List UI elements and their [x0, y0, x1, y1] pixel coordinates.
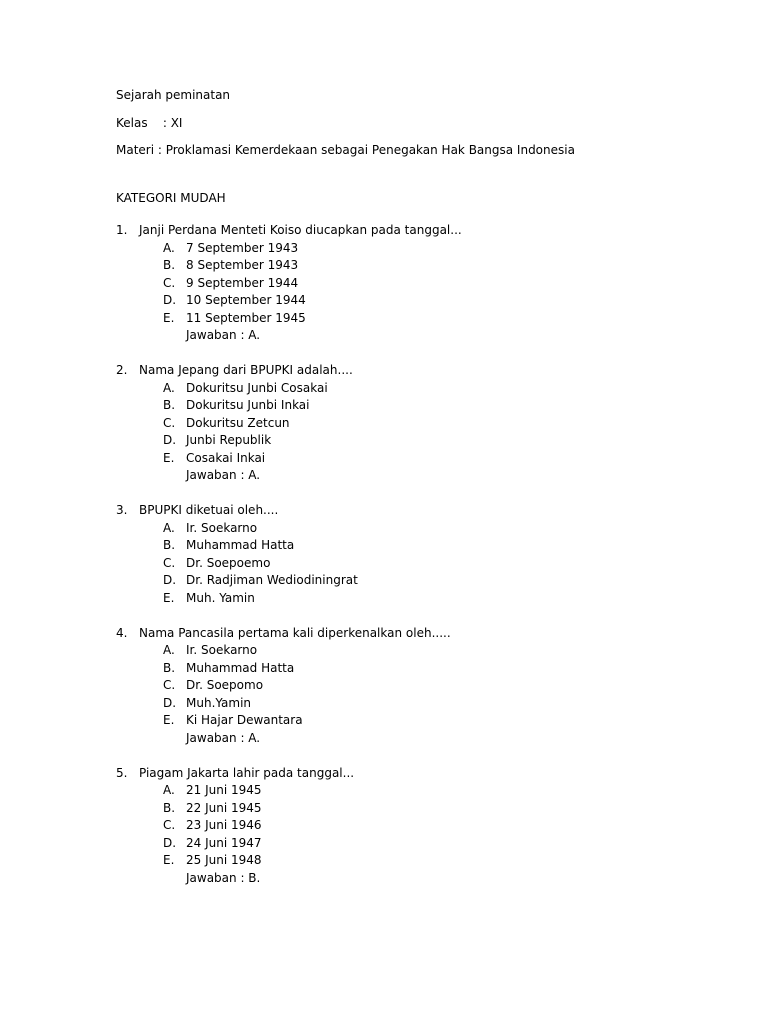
question-1 — [116, 222, 736, 345]
question-number: 1. — [116, 223, 128, 237]
answer-line: Jawaban : A. — [186, 730, 261, 745]
option-letter: A. — [163, 380, 175, 395]
question-line — [116, 362, 736, 380]
option-text: 24 Juni 1947 — [186, 835, 262, 850]
question-list — [116, 222, 736, 887]
option-text: 10 September 1944 — [186, 293, 306, 307]
option-letter: C. — [163, 818, 176, 832]
option-a — [116, 782, 736, 800]
option-text: 23 Juni 1946 — [186, 818, 262, 832]
question-number: 4. — [116, 625, 128, 640]
question-line — [116, 222, 736, 240]
option-letter: C. — [163, 678, 176, 692]
option-text: 25 Juni 1948 — [186, 853, 262, 867]
answer-line: Jawaban : B. — [186, 870, 261, 885]
option-text: Muhammad Hatta — [186, 660, 295, 675]
option-letter: E. — [163, 853, 175, 867]
question-text: Nama Pancasila pertama kali diperkenalkan oleh..... — [139, 625, 451, 640]
option-text: 21 Juni 1945 — [186, 783, 262, 797]
option-text: Dokuritsu Zetcun — [186, 415, 290, 430]
option-text: Dr. Soepomo — [186, 678, 264, 692]
question-text: Piagam Jakarta lahir pada tanggal... — [139, 765, 355, 780]
option-letter: A. — [163, 783, 175, 797]
option-e — [116, 852, 736, 870]
option-d — [116, 695, 736, 713]
option-text: 11 September 1945 — [186, 310, 306, 325]
option-letter: E. — [163, 310, 175, 325]
option-d — [116, 292, 736, 310]
option-c — [116, 275, 736, 293]
option-letter: A. — [163, 240, 175, 255]
option-text: 9 September 1944 — [186, 275, 299, 290]
option-d — [116, 835, 736, 853]
option-letter: A. — [163, 520, 175, 535]
materi-line: Materi : Proklamasi Kemerdekaan sebagai Penegakan Hak Bangsa Indonesia — [116, 143, 575, 157]
option-c — [116, 415, 736, 433]
option-letter: D. — [163, 293, 177, 307]
document-body — [116, 87, 736, 905]
option-b — [116, 537, 736, 555]
option-text: Ir. Soekarno — [186, 520, 258, 535]
option-a — [116, 520, 736, 538]
option-c — [116, 817, 736, 835]
option-a — [116, 642, 736, 660]
option-letter: C. — [163, 275, 176, 290]
question-number: 5. — [116, 765, 128, 780]
kelas-line: Kelas : XI — [116, 115, 183, 130]
option-e — [116, 712, 736, 730]
option-text: Dokuritsu Junbi Cosakai — [186, 380, 328, 395]
option-letter: D. — [163, 433, 177, 447]
option-text: Cosakai Inkai — [186, 450, 266, 465]
option-b — [116, 660, 736, 678]
question-line — [116, 765, 736, 783]
option-text: 22 Juni 1945 — [186, 800, 262, 815]
option-text: Muh.Yamin — [186, 695, 252, 710]
option-letter: D. — [163, 695, 177, 710]
option-text: 8 September 1943 — [186, 258, 299, 272]
option-letter: C. — [163, 415, 176, 430]
option-e — [116, 310, 736, 328]
option-letter: B. — [163, 398, 176, 412]
option-letter: D. — [163, 835, 177, 850]
option-a — [116, 240, 736, 258]
question-number: 2. — [116, 363, 128, 377]
option-e — [116, 450, 736, 468]
question-text: Nama Jepang dari BPUPKI adalah.... — [139, 363, 353, 377]
option-text: 7 September 1943 — [186, 240, 299, 255]
option-a — [116, 380, 736, 398]
question-text: BPUPKI diketuai oleh.... — [139, 503, 279, 517]
option-letter: B. — [163, 800, 176, 815]
option-b — [116, 800, 736, 818]
option-letter: A. — [163, 643, 175, 657]
option-letter: E. — [163, 713, 175, 727]
question-4 — [116, 625, 736, 748]
question-number: 3. — [116, 503, 128, 517]
option-text: Ir. Soekarno — [186, 643, 258, 657]
question-text: Janji Perdana Menteti̇ Koiso diucapkan pada tanggal... — [139, 223, 462, 237]
question-2 — [116, 362, 736, 485]
option-b — [116, 397, 736, 415]
question-3 — [116, 502, 736, 607]
option-text: Muhammad Hatta — [186, 538, 295, 552]
option-c — [116, 677, 736, 695]
question-line — [116, 502, 736, 520]
option-text: Dr. Radjiman Wediodiningrat — [186, 573, 358, 587]
option-b — [116, 257, 736, 275]
option-text: Muh. Yamin — [186, 590, 255, 605]
option-d — [116, 432, 736, 450]
option-letter: E. — [163, 590, 175, 605]
question-line — [116, 625, 736, 643]
answer-line: Jawaban : A. — [186, 468, 261, 482]
question-5 — [116, 765, 736, 888]
option-letter: B. — [163, 538, 176, 552]
answer-line: Jawaban : A. — [186, 328, 261, 342]
section-title: KATEGORI MUDAH — [116, 190, 226, 205]
option-text: Ki Hajar Dewantara — [186, 713, 303, 727]
option-text: Dokuritsu Junbi Inkai — [186, 398, 310, 412]
option-e — [116, 590, 736, 608]
option-letter: B. — [163, 258, 176, 272]
option-letter: C. — [163, 555, 176, 570]
option-letter: D. — [163, 573, 177, 587]
option-letter: E. — [163, 450, 175, 465]
option-d — [116, 572, 736, 590]
option-c — [116, 555, 736, 573]
option-text: Dr. Soepoemo — [186, 555, 271, 570]
subject-line: Sejarah peminatan — [116, 88, 231, 102]
option-letter: B. — [163, 660, 176, 675]
option-text: Junbi Republik — [186, 433, 272, 447]
